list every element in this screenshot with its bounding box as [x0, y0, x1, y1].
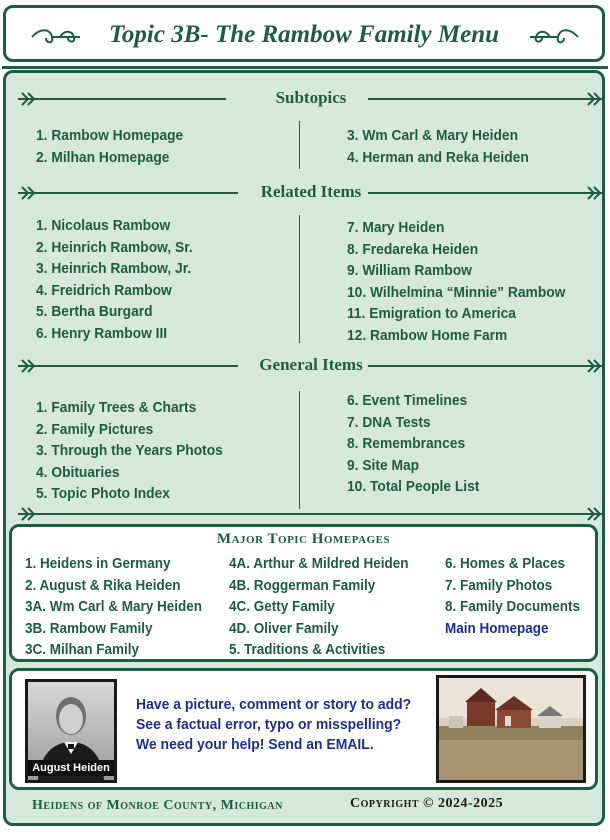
major-topic-link[interactable]: 5. Traditions & Activities [229, 641, 386, 658]
main-homepage-link[interactable]: Main Homepage [445, 619, 549, 637]
flourish-right-icon [528, 26, 580, 48]
farm-photo [436, 675, 586, 783]
major-topics-col1 [25, 553, 222, 661]
related-item-link[interactable]: 8. Fredareka Heiden [347, 240, 479, 258]
general-item-link[interactable]: 5. Topic Photo Index [36, 485, 170, 503]
general-right-list [347, 390, 491, 498]
arrow-left-icon [18, 506, 40, 522]
subtopics-header [18, 88, 604, 110]
subtopic-link[interactable]: 4. Herman and Reka Heiden [347, 149, 529, 166]
related-item-link[interactable]: 7. Mary Heiden [347, 219, 445, 236]
general-item-link[interactable]: 9. Site Map [347, 456, 420, 474]
related-item-link[interactable]: 9. William Rambow [347, 262, 472, 280]
email-link[interactable]: EMAIL. [326, 736, 374, 753]
major-topic-link[interactable]: 3C. Milhan Family [25, 641, 140, 658]
related-heading: Related Items [260, 182, 362, 201]
contact-box [9, 668, 598, 790]
arrow-right-icon [580, 358, 602, 374]
general-footer-rule [18, 503, 604, 525]
related-item-link[interactable]: 10. Wilhelmina “Minnie” Rambow [347, 283, 566, 301]
farm-scene-icon [439, 678, 583, 780]
related-header [18, 182, 604, 204]
footer-site-name: Heidens of Monroe County, Michigan [32, 798, 283, 813]
related-right-list [347, 217, 584, 347]
major-topic-link[interactable]: 4A. Arthur & Mildred Heiden [229, 555, 409, 572]
major-topic-link[interactable]: 4C. Getty Family [229, 598, 335, 615]
related-item-link[interactable]: 12. Rambow Home Farm [347, 326, 508, 344]
major-topic-link[interactable]: 6. Homes & Places [445, 555, 566, 572]
page-title: Topic 3B- The Rambow Family Menu [108, 21, 500, 48]
subtopics-right-list [347, 125, 545, 169]
general-item-link[interactable]: 8. Remembrances [347, 435, 466, 453]
arrow-right-icon [580, 506, 602, 522]
major-topics-box [9, 524, 598, 662]
related-left-list [36, 215, 206, 345]
related-item-link[interactable]: 5. Bertha Burgard [36, 303, 153, 321]
arrow-right-icon [580, 91, 602, 107]
general-item-link[interactable]: 7. DNA Tests [347, 413, 431, 431]
major-topic-link[interactable]: 7. Family Photos [445, 576, 553, 594]
major-topic-link[interactable]: 8. Family Documents [445, 598, 581, 615]
title-banner [3, 5, 605, 62]
contact-line-2: See a factual error, typo or misspelling? [136, 716, 402, 733]
major-topic-link[interactable]: 4D. Oliver Family [229, 619, 339, 637]
general-item-link[interactable]: 10. Total People List [347, 478, 480, 496]
major-topics-col2 [229, 553, 428, 661]
general-divider [299, 391, 300, 509]
subtopic-link[interactable]: 3. Wm Carl & Mary Heiden [347, 127, 519, 144]
contact-line-3 [136, 735, 411, 755]
general-item-link[interactable]: 1. Family Trees & Charts [36, 399, 197, 416]
subtopics-heading: Subtopics [275, 88, 347, 107]
general-header [18, 355, 604, 377]
related-item-link[interactable]: 3. Heinrich Rambow, Jr. [36, 260, 192, 278]
arrow-right-icon [580, 185, 602, 201]
major-topic-link[interactable]: 1. Heidens in Germany [25, 555, 171, 572]
general-item-link[interactable]: 6. Event Timelines [347, 392, 468, 409]
portrait-photo [25, 679, 117, 783]
major-topics-heading: Major Topic Homepages [216, 531, 391, 547]
general-left-list [36, 397, 239, 505]
contact-line-1: Have a picture, comment or story to add? [136, 696, 412, 713]
general-item-link[interactable]: 3. Through the Years Photos [36, 442, 223, 460]
major-topic-link[interactable]: 3A. Wm Carl & Mary Heiden [25, 598, 203, 615]
related-item-link[interactable]: 6. Henry Rambow III [36, 324, 168, 342]
portrait-caption: August Heiden [28, 760, 114, 776]
related-item-link[interactable]: 2. Heinrich Rambow, Sr. [36, 238, 193, 256]
subtopic-link[interactable]: 2. Milhan Homepage [36, 149, 170, 166]
related-item-link[interactable]: 11. Emigration to America [347, 305, 516, 323]
major-topics-col3 [445, 553, 595, 639]
general-item-link[interactable]: 4. Obituaries [36, 463, 120, 481]
major-topic-link[interactable]: 4B. Roggerman Family [229, 576, 376, 594]
contact-line-3-text: We need your help! Send an [136, 736, 327, 753]
general-item-link[interactable]: 2. Family Pictures [36, 420, 154, 438]
subtopics-divider [299, 121, 300, 169]
subtopic-link[interactable]: 1. Rambow Homepage [36, 127, 184, 144]
subtopics-left-list [36, 125, 196, 169]
contact-message [136, 695, 411, 755]
related-divider [299, 215, 300, 343]
title-divider [2, 66, 608, 69]
footer-copyright: Copyright © 2024-2025 [350, 796, 504, 811]
major-topic-link[interactable]: 2. August & Rika Heiden [25, 576, 181, 594]
major-topic-link[interactable]: 3B. Rambow Family [25, 619, 153, 637]
related-item-link[interactable]: 1. Nicolaus Rambow [36, 217, 171, 234]
related-item-link[interactable]: 4. Freidrich Rambow [36, 281, 172, 299]
general-heading: General Items [259, 355, 363, 374]
